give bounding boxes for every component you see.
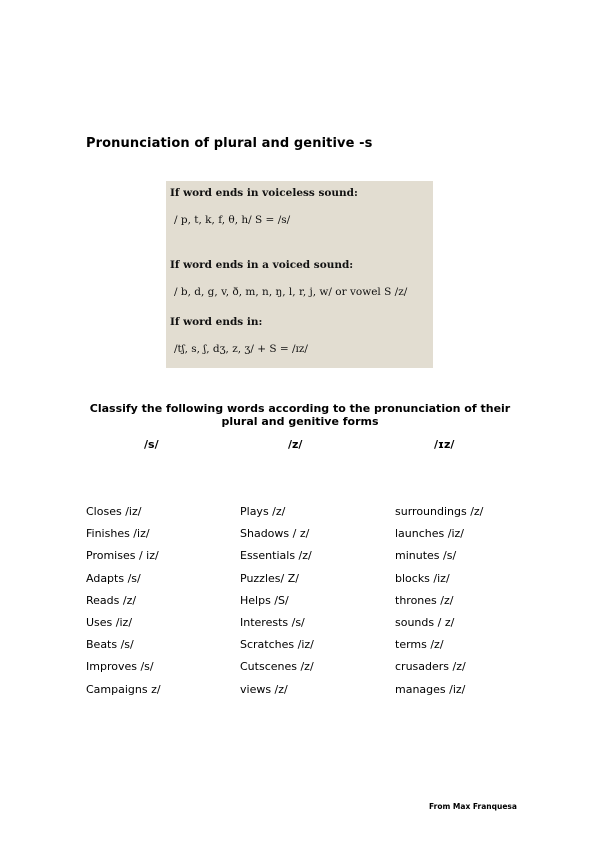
- word-item: sounds / z/: [395, 616, 455, 629]
- page-title: Pronunciation of plural and genitive -s: [86, 136, 373, 151]
- word-item: terms /z/: [395, 638, 444, 652]
- word-item: Closes /iz/: [86, 505, 142, 518]
- voiced-rule-heading: If word ends in a voiced sound:: [170, 259, 354, 271]
- word-item: surroundings /z/: [395, 505, 484, 518]
- word-item: Scratches /iz/: [240, 638, 314, 652]
- word-item: blocks /iz/: [395, 571, 450, 585]
- column-header-z: /z/: [288, 438, 303, 451]
- word-item: Beats /s/: [86, 638, 134, 652]
- voiced-rule-formula: / b, d, g, v, ð, m, n, ŋ, l, r, j, w/ or vowel S /z/: [174, 286, 408, 298]
- word-item: Essentials /z/: [240, 549, 312, 563]
- word-item: views /z/: [240, 682, 288, 696]
- word-item: Reads /z/: [86, 593, 137, 607]
- word-item: Campaigns z/: [86, 682, 161, 696]
- column-header-iz: /ɪz/: [434, 438, 455, 451]
- word-item: Promises / iz/: [86, 549, 159, 563]
- word-item: Plays /z/: [240, 505, 286, 518]
- word-item: Puzzles/ Z/: [240, 571, 299, 585]
- word-item: Uses /iz/: [86, 616, 133, 629]
- word-item: Cutscenes /z/: [240, 660, 314, 674]
- sibilant-rule-formula: /tʃ, s, ʃ, dʒ, z, ʒ/ + S = /ɪz/: [174, 343, 308, 355]
- word-item: thrones /z/: [395, 593, 454, 607]
- sibilant-rule-heading: If word ends in:: [170, 316, 263, 328]
- word-item: Improves /s/: [86, 660, 154, 674]
- voiceless-rule-heading: If word ends in voiceless sound:: [170, 187, 358, 199]
- word-item: Helps /S/: [240, 593, 289, 607]
- word-item: launches /iz/: [395, 527, 464, 541]
- word-item: Interests /s/: [240, 616, 305, 629]
- credit-text: From Max Franquesa: [429, 802, 517, 811]
- instruction-text: Classify the following words according to the pronunciation of their plural and genitive forms: [89, 402, 511, 428]
- voiceless-rule-formula: / p, t, k, f, θ, h/ S = /s/: [174, 214, 291, 226]
- pronunciation-rules-box: [166, 181, 433, 368]
- word-item: manages /iz/: [395, 682, 466, 696]
- word-item: Adapts /s/: [86, 571, 141, 585]
- column-header-s: /s/: [144, 438, 159, 451]
- word-item: minutes /s/: [395, 549, 457, 563]
- word-item: Finishes /iz/: [86, 527, 150, 541]
- word-item: crusaders /z/: [395, 660, 466, 674]
- word-item: Shadows / z/: [240, 527, 310, 541]
